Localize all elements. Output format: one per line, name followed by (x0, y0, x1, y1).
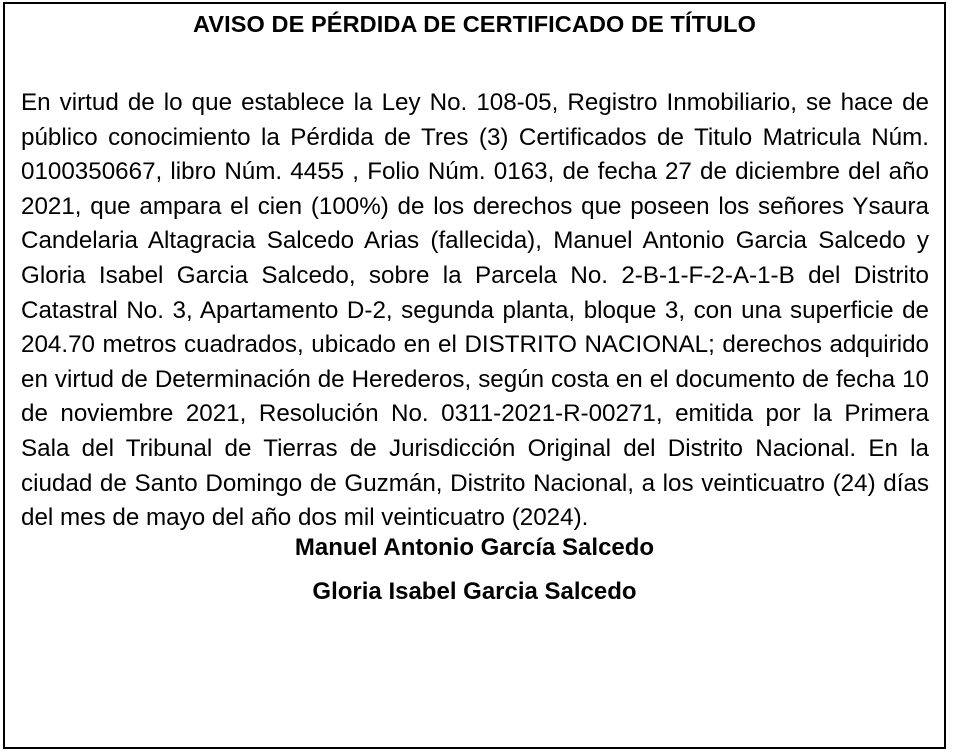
notice-body: En virtud de lo que establece la Ley No. 108-05, Registro Inmobiliario, se hace de público conocimiento la Pérdida de Tres (3) Certificados de Titulo Matricula Núm. 0100350667, libro Núm. 4455 , Folio Núm. 0163, de fecha 27 de diciembre del año 2021, que ampara el cien (100%) de los derechos que poseen los señores Ysaura Candelaria Altagracia Salcedo Arias (fallecida), Manuel Antonio Garcia Salcedo y Gloria Isabel Garcia Salcedo, sobre la Parcela No. 2-B-1-F-2-A-1-B del Distrito Catastral No. 3, Apartamento D-2, segunda planta, bloque 3, con una superficie de 204.70 metros cuadrados, ubicado en el DISTRITO NACIONAL; derechos adquirido en virtud de Determinación de Herederos, según costa en el documento de fecha 10 de noviembre 2021, Resolución No. 0311-2021-R-00271, emitida por la Primera Sala del Tribunal de Tierras de Jurisdicción Original del Distrito Nacional. En la ciudad de Santo Domingo de Guzmán, Distrito Nacional, a los veinticuatro (24) días del mes de mayo del año dos mil veinticuatro (2024). (21, 89, 929, 532)
notice-title: AVISO DE PÉRDIDA DE CERTIFICADO DE TÍTULO (193, 11, 756, 37)
signature-manuel: Manuel Antonio García Salcedo (294, 533, 655, 561)
signature-gloria: Gloria Isabel Garcia Salcedo (312, 577, 637, 605)
notice-box (3, 2, 946, 749)
